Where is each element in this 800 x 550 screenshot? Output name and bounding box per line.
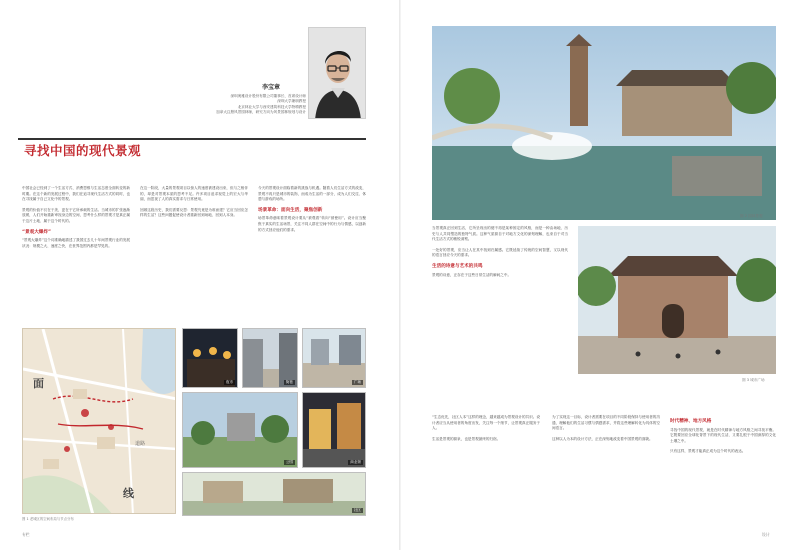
photo-night-market [182, 328, 238, 388]
author-portrait-illustration [309, 28, 366, 119]
figure-caption: 图 2 园林景观 [740, 214, 763, 218]
map-label-road: 道路 [135, 441, 146, 447]
photo-garden-bridge [432, 26, 776, 220]
paragraph: 生活是景观的源泉，也是景观最终的归宿。 [432, 436, 501, 441]
right-column-bottom-3 [670, 415, 776, 460]
paragraph: 当景观真正回到生活，它所呈现出的便不再是某种固定的风格，而是一种由场地、历史与人共同塑造的独特气质。这种气质源自于对地方文化的深刻理解，也来自于对当代生活方式的敏锐洞察。 [432, 226, 568, 242]
page-gutter [399, 0, 401, 550]
map-label-line: 线 [123, 487, 134, 500]
photo-city-gate [578, 226, 776, 374]
photo-community [182, 472, 366, 516]
paragraph: 中国社会已经到了一个生活方式、消费思维与生活态度全面转变的新时期。在这个新的发展过程中，我们在追寻现代生活方式的同时，也在寻找属于自己文化中的景观。 [22, 186, 130, 202]
paragraph: 在这一阶段，大量的景观项目以惊人的速度被建设出来，但与之相伴的，却是对景观本质的思考不足。许多项目追求视觉上的宏大与华丽，而忽视了人的真实需求与日常使用。 [140, 186, 248, 202]
map-illustration [23, 329, 176, 514]
left-column-2 [140, 186, 248, 224]
paragraph: 为了实现这一目标，设计者需要在项目的不同阶段保持与使用者的沟通，理解他们的生活习惯与情感需求，并将这些理解转化为具体的空间语言。 [552, 415, 660, 431]
right-column-1 [432, 226, 568, 283]
right-column-bottom-1 [432, 415, 540, 447]
section-subhead: 生活的诗意与艺术的共鸣 [432, 263, 483, 269]
photo-label: 商业街 [350, 460, 361, 464]
photo-label: 公园 [285, 460, 293, 464]
map-caption: 图 1 老城区的空间布局与节点分布 [22, 517, 74, 521]
article-title: 寻找中国的现代景观 [24, 143, 142, 158]
paragraph: 今天的景观设计面临着新的挑战与机遇。随着人们生活方式的改变，景观不再只是城市的装饰，而成为生活的一部分，成为人们交往、休憩与游戏的场所。 [258, 186, 366, 202]
left-column-3 [258, 186, 366, 238]
paragraph: 景观的诗意，正存在于这些日常生活的瞬间之中。 [432, 272, 512, 277]
paragraph: “生态优先，社区人本”这样的理念，越来越成为景观设计的共识。设计者应当从使用者的角度出发，关注每一个细节，让景观真正服务于人。 [432, 415, 540, 431]
paragraph: 这种以人为本的设计方法，正在深刻地改变着中国景观的面貌。 [552, 436, 653, 441]
photo-illustration [578, 226, 776, 374]
author-name: 李宝章 [262, 84, 281, 91]
author-photo [308, 27, 366, 119]
photo-illustration [303, 393, 366, 468]
photo-illustration [183, 473, 366, 516]
folio-right: 设计 [762, 532, 770, 537]
photo-square [302, 328, 366, 388]
author-bio-line: 深圳大学兼职教授 [277, 99, 306, 104]
photo-shopping-street [302, 392, 366, 468]
section-subhead: “景观大爆炸” [22, 229, 52, 235]
photo-street [242, 328, 298, 388]
photo-label: 广场 [353, 380, 361, 384]
paragraph: 景观的价值不仅在于美，更在于它所承载的生活。当城市的扩张逐渐放缓，人们开始重新审视身边的空间，思考什么样的景观才是真正属于这片土地、属于这个时代的。 [22, 207, 130, 223]
paragraph: 只有这样，景观才能真正成为这个时代的表达。 [670, 449, 746, 454]
section-subhead: 场景革命：面向生活，聚焦创新 [258, 207, 323, 213]
author-bio-line: 北京林业大学与西安建筑科技大学特聘教授 [237, 104, 306, 109]
author-bio-line: 深圳奥雅设计股份有限公司董事长、首席设计师 [230, 94, 306, 98]
map-figure [22, 328, 176, 514]
photo-label: 夜市 [225, 380, 233, 384]
photo-illustration [432, 26, 776, 220]
paragraph: 一处好的景观，应当让人在其中找到归属感。它既延续了传统的空间智慧，又以现代的语言回应今天的需求。 [432, 247, 568, 258]
paragraph: 场景革命意味着景观设计要从“被观看”转向“被使用”。设计应当聚焦于真实的生活场景，关注不同人群在空间中的行为与情感，以创新的方式回应他们的需求。 [258, 216, 366, 232]
author-bio-line: 加拿大注册风景园林师，研究方向为风景园林规划与设计 [216, 110, 306, 115]
folio-left: 专栏 [22, 532, 30, 537]
figure-caption: 图 3 城市广场 [742, 378, 765, 382]
photo-label: 街巷 [285, 380, 293, 384]
photo-park [182, 392, 298, 468]
paragraph: 寻找中国的现代景观，就是在时代精神与地方风格之间寻找平衡。它既要回应全球化背景下的现代生活，又要扎根于中国深厚的文化土壤之中。 [670, 427, 776, 443]
section-subhead: 时代精神、地方风格 [670, 419, 712, 424]
map-label-area: 面 [33, 377, 44, 390]
paragraph: 回顾这段历史，我们需要反思：景观究竟是为谁而建？它应当回应怎样的生活？这些问题促使设计者重新回到场地、回到人本身。 [140, 207, 248, 218]
paragraph: “景观大爆炸”这个词准确地描述了我国过去几十年间景观行业的发展状况：规模之大、速度之快，在世界范围内都是罕见的。 [22, 238, 130, 248]
right-column-bottom-2 [552, 415, 660, 447]
photo-label: 社区 [353, 508, 361, 512]
author-bio [170, 94, 306, 116]
photo-illustration [183, 393, 298, 468]
left-column-1 [22, 186, 130, 254]
title-rule [18, 138, 366, 140]
